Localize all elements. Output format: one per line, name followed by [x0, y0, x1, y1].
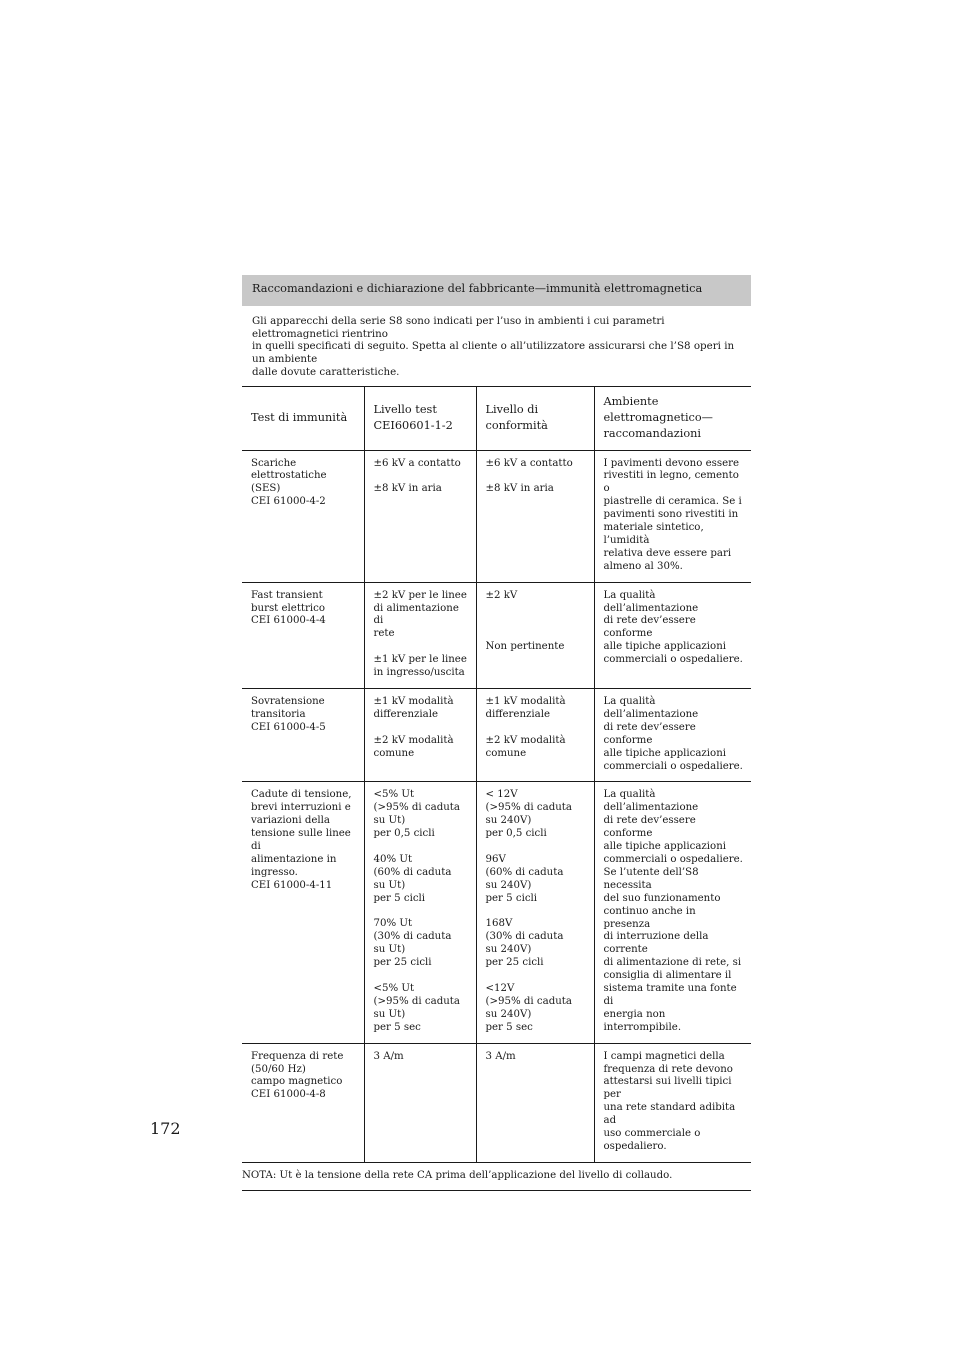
cell-line: (50/60 Hz) [251, 1063, 306, 1075]
table-header-row [242, 387, 751, 451]
cell-line: ±6 kV a contatto [485, 457, 573, 469]
cell-line: ±8 kV in aria [373, 483, 442, 495]
cell-line: differenziale [373, 708, 438, 720]
intro-paragraph [242, 306, 751, 387]
cell-line: tensione sulle linee di [251, 828, 355, 853]
cell-line: La qualità dell’alimentazione [603, 696, 699, 720]
cell-line: piastrelle di ceramica. Se i [603, 496, 742, 508]
cell-line: su Ut) [373, 944, 406, 956]
cell-line: in ingresso/uscita [373, 667, 465, 679]
cell-line: (30% di caduta [485, 931, 564, 943]
cell-line: di alimentazione di [373, 602, 463, 627]
test-cell [242, 689, 364, 782]
cell-line: commerciali o ospedaliere. [603, 760, 743, 772]
conformita-cell [476, 689, 594, 782]
cell-line: Sovratensione [251, 696, 325, 707]
cell-line: consiglia di alimentare il [603, 970, 732, 982]
cell-line: Frequenza di rete [251, 1050, 344, 1062]
ambiente-cell [594, 782, 751, 1043]
cell-line: campo magnetico [251, 1076, 343, 1088]
cell-line: transitoria [251, 708, 306, 720]
cell-line: (>95% di caduta [373, 802, 460, 814]
cell-line: commerciali o ospedaliere. [603, 654, 743, 666]
cell-line: ±8 kV in aria [485, 483, 554, 495]
cell-line: I pavimenti devono essere [603, 457, 739, 469]
cell-line: su 240V) [485, 1008, 532, 1020]
cell-line: <12V [485, 982, 515, 994]
conformita-cell [476, 582, 594, 688]
cell-line: elettrostatiche (SES) [251, 470, 330, 495]
cell-line: per 25 cicli [373, 957, 432, 969]
conformita-cell [476, 450, 594, 582]
cell-line: almeno al 30%. [603, 560, 683, 572]
line-gap [486, 615, 588, 628]
line-gap [374, 641, 470, 654]
line-gap [486, 841, 588, 854]
cell-line: sistema tramite una fonte di [603, 983, 740, 1007]
cell-line: CEI 61000-4-5 [251, 721, 326, 733]
cell-line: ±1 kV modalità [485, 696, 566, 707]
livello-test-cell [364, 689, 476, 782]
cell-line: Livello di [485, 403, 539, 417]
table-row [242, 782, 751, 1043]
cell-line: per 5 sec [485, 1021, 533, 1033]
cell-line: su 240V) [485, 879, 532, 891]
line-gap [486, 603, 588, 616]
line-gap [486, 470, 588, 483]
cell-line: ±2 kV modalità [485, 734, 566, 746]
table-row [242, 689, 751, 782]
cell-line: frequenza di rete devono [603, 1063, 733, 1075]
cell-line: La qualità dell’alimentazione [603, 589, 699, 614]
cell-line: variazioni della [251, 815, 330, 827]
line-gap [374, 722, 470, 735]
cell-line: ±2 kV [485, 589, 518, 601]
cell-line: burst elettrico [251, 602, 325, 614]
cell-line: Scariche [251, 457, 297, 469]
cell-line: Se l’utente dell’S8 necessita [603, 866, 702, 891]
cell-line: 3 A/m [373, 1050, 404, 1062]
conformita-cell [476, 1043, 594, 1162]
cell-line: per 5 cicli [485, 892, 538, 904]
livello-test-cell [364, 450, 476, 582]
cell-line: differenziale [485, 708, 550, 720]
intro-line: in quelli specificati di seguito. Spetta al cliente o all’utilizzatore assicurarsi che l’S8 operi in un ambiente [252, 340, 738, 366]
ambiente-cell [594, 689, 751, 782]
cell-line: CEI 61000-4-2 [251, 496, 326, 508]
cell-line: per 0,5 cicli [485, 828, 547, 840]
line-gap [486, 628, 588, 641]
cell-line: ±2 kV modalità [373, 734, 454, 746]
cell-line: alle tipiche applicazioni [603, 641, 727, 653]
cell-line: su Ut) [373, 879, 406, 891]
table-row [242, 1043, 751, 1162]
cell-line: per 0,5 cicli [373, 828, 435, 840]
test-cell [242, 1043, 364, 1162]
line-gap [486, 970, 588, 983]
cell-line: su Ut) [373, 1008, 406, 1020]
cell-line: commerciali o ospedaliere. [603, 853, 743, 865]
header-test-di-immunita [242, 387, 364, 451]
table-title: Raccomandazioni e dichiarazione del fabbricante—immunità elettromagnetica [242, 275, 751, 306]
cell-line: ±1 kV per le linee [373, 654, 467, 666]
cell-line: 168V [485, 918, 513, 930]
cell-line: comune [373, 747, 415, 759]
cell-line: per 5 cicli [373, 892, 426, 904]
test-cell [242, 782, 364, 1043]
cell-line: Fast transient [251, 589, 323, 601]
cell-line: (>95% di caduta [485, 802, 572, 814]
cell-line: su Ut) [373, 815, 406, 827]
cell-line: ingresso. [251, 866, 298, 878]
table-row [242, 582, 751, 688]
cell-line: uso commerciale o [603, 1128, 701, 1140]
cell-line: ospedaliero. [603, 1141, 667, 1152]
cell-line: Cadute di tensione, [251, 789, 352, 801]
cell-line: su 240V) [485, 944, 532, 956]
cell-line: relativa deve essere pari [603, 547, 732, 559]
cell-line: di interruzione della corrente [603, 931, 712, 956]
cell-line: ±6 kV a contatto [373, 457, 461, 469]
cell-line: pavimenti sono rivestiti in [603, 509, 739, 521]
test-cell [242, 450, 364, 582]
cell-line: (30% di caduta [373, 931, 452, 943]
line-gap [486, 906, 588, 919]
cell-line: di rete dev’essere conforme [603, 815, 699, 840]
header-ambiente-raccomandazioni [594, 387, 751, 451]
page-number: 172 [150, 1119, 181, 1138]
cell-line: <5% Ut [373, 789, 415, 801]
cell-line: per 5 sec [373, 1021, 421, 1033]
cell-line: di rete dev’essere conforme [603, 721, 699, 746]
line-gap [374, 906, 470, 919]
cell-line: energia non interrompibile. [603, 1008, 682, 1033]
cell-line: elettromagnetico— [603, 411, 713, 425]
cell-line: < 12V [485, 789, 518, 801]
cell-line: conformità [485, 419, 548, 433]
cell-line: alimentazione in [251, 853, 337, 865]
livello-test-cell [364, 782, 476, 1043]
cell-line: ±2 kV per le linee [373, 589, 467, 601]
immunity-declaration-table-frame [242, 275, 751, 1191]
cell-line: del suo funzionamento [603, 892, 721, 904]
cell-line: raccomandazioni [603, 427, 702, 441]
cell-line: brevi interruzioni e [251, 802, 351, 814]
cell-line: (>95% di caduta [485, 995, 572, 1007]
ambiente-cell [594, 582, 751, 688]
cell-line: continuo anche in presenza [603, 905, 699, 930]
cell-line: rete [373, 628, 395, 640]
cell-line: Test di immunità [251, 411, 348, 425]
cell-line: CEI60601-1-2 [373, 419, 453, 433]
intro-line: dalle dovute caratteristiche. [252, 365, 400, 378]
cell-line: di rete dev’essere conforme [603, 615, 699, 640]
cell-line: materiale sintetico, l’umidità [603, 522, 707, 546]
cell-line: di alimentazione di rete, si [603, 957, 742, 969]
cell-line: CEI 61000-4-4 [251, 615, 326, 627]
cell-line: alle tipiche applicazioni [603, 841, 727, 853]
line-gap [374, 970, 470, 983]
cell-line: Ambiente [603, 395, 659, 409]
intro-line: Gli apparecchi della serie S8 sono indicati per l’uso in ambienti i cui parametri elettromagnetici rientrino [252, 315, 668, 340]
livello-test-cell [364, 582, 476, 688]
cell-line: 70% Ut [373, 918, 413, 930]
cell-line: La qualità dell’alimentazione [603, 789, 699, 814]
livello-test-cell [364, 1043, 476, 1162]
cell-line: 3 A/m [485, 1050, 516, 1062]
conformita-cell [476, 782, 594, 1043]
table-row [242, 450, 751, 582]
cell-line: CEI 61000-4-11 [251, 879, 333, 891]
line-gap [486, 722, 588, 735]
header-livello-conformita [476, 387, 594, 451]
cell-line: (60% di caduta [485, 866, 564, 878]
table-note: NOTA: Ut è la tensione della rete CA prima dell’applicazione del livello di collaudo. [242, 1163, 751, 1191]
cell-line: per 25 cicli [485, 957, 544, 969]
cell-line: comune [485, 747, 527, 759]
cell-line: CEI 61000-4-8 [251, 1089, 326, 1101]
cell-line: 96V [485, 853, 506, 865]
cell-line: alle tipiche applicazioni [603, 747, 727, 759]
ambiente-cell [594, 1043, 751, 1162]
cell-line: una rete standard adibita ad [603, 1102, 739, 1127]
immunity-table [242, 387, 751, 1163]
header-livello-test [364, 387, 476, 451]
line-gap [374, 470, 470, 483]
line-gap [374, 841, 470, 854]
cell-line: su 240V) [485, 815, 532, 827]
test-cell [242, 582, 364, 688]
cell-line: (>95% di caduta [373, 995, 460, 1007]
cell-line: ±1 kV modalità [373, 696, 454, 707]
cell-line: Non pertinente [485, 641, 565, 653]
cell-line: <5% Ut [373, 982, 415, 994]
cell-line: attestarsi sui livelli tipici per [603, 1076, 735, 1101]
cell-line: 40% Ut [373, 853, 413, 865]
cell-line: rivestiti in legno, cemento o [603, 470, 743, 495]
cell-line: I campi magnetici della [603, 1050, 725, 1062]
ambiente-cell [594, 450, 751, 582]
cell-line: (60% di caduta [373, 866, 452, 878]
cell-line: Livello test [373, 403, 437, 417]
